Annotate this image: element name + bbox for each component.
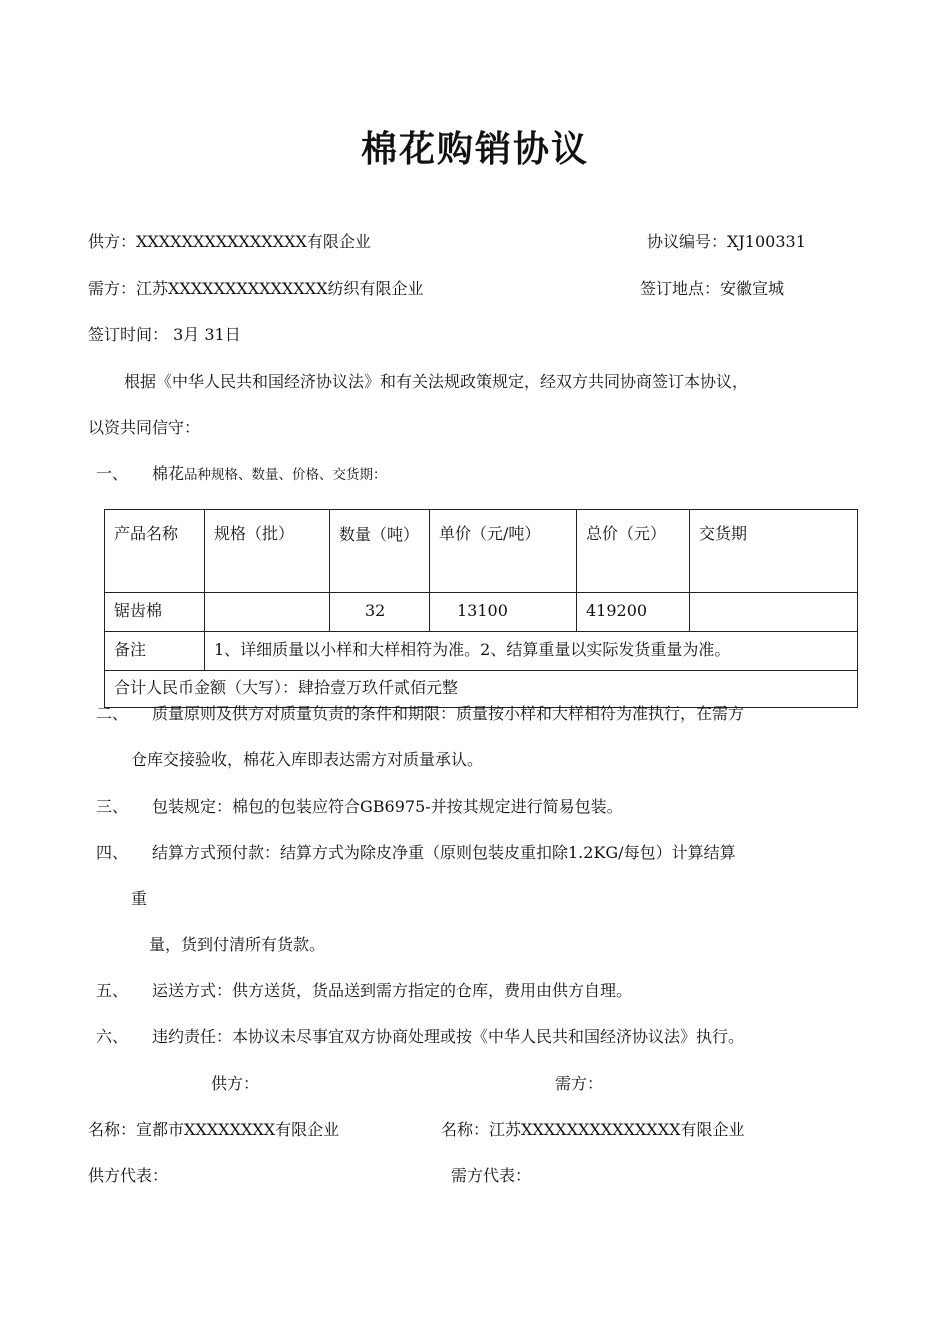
cell-delivery [690,593,858,632]
signature-buyer-representative: 需方代表： [451,1166,532,1185]
remark-label: 备注 [105,632,205,671]
header-unit-price: 单价（元/吨） [430,510,577,593]
page-title: 棉花购销协议 [360,129,589,170]
section-6-number: 六、 [96,1027,129,1046]
signature-supplier-representative: 供方代表： [88,1166,169,1185]
agreement-number: 协议编号：XJ100331 [647,232,806,251]
section-2-text: 质量原则及供方对质量负责的条件和期限：质量按小样和大样相符为准执行，在需方 [152,704,745,723]
section-1-number: 一、 [96,464,129,483]
goods-table [104,509,858,708]
buyer-line: 需方：江苏XXXXXXXXXXXXXX纺织有限企业 [88,279,424,298]
cell-total-price: 419200 [577,593,690,632]
signature-buyer-label: 需方： [555,1074,604,1093]
section-6 [96,1026,744,1048]
sign-place: 签订地点：安徽宣城 [640,279,785,298]
section-4-line-3: 量，货到付清所有货款。 [149,935,326,954]
intro-line-2: 以资共同信守： [88,418,201,437]
header-delivery: 交货期 [690,510,858,593]
section-4-line-1 [96,842,736,864]
section-1-text: 品种规格、数量、价格、交货期： [184,467,387,483]
section-4-line-2: 重 [131,889,148,908]
section-2-line-2: 仓库交接验收，棉花入库即表达需方对质量承认。 [131,750,484,769]
supplier-line: 供方：XXXXXXXXXXXXXXX有限企业 [88,232,371,251]
section-3-number: 三、 [96,797,129,816]
table-header-row [105,510,858,593]
header-quantity: 数量（吨） [330,510,430,593]
section-4-number: 四、 [96,843,129,862]
header-product-name: 产品名称 [105,510,205,593]
section-3-text: 包装规定：棉包的包装应符合GB6975-并按其规定进行简易包装。 [152,797,623,816]
section-1-lead: 棉花 [152,464,185,483]
total-amount-words: 合计人民币金额（大写）：肆拾壹万玖仟贰佰元整 [105,671,858,708]
section-1-heading [96,463,387,486]
section-5-text: 运送方式：供方送货，货品送到需方指定的仓库，费用由供方自理。 [152,981,633,1000]
total-amount-row [105,671,858,708]
section-2-number: 二、 [96,704,129,723]
cell-product-name: 锯齿棉 [105,593,205,632]
cell-spec [205,593,330,632]
cell-unit-price: 13100 [430,593,577,632]
section-3 [96,796,623,818]
signature-supplier-label: 供方： [211,1074,260,1093]
sign-time: 签订时间： 3月 31日 [88,325,241,344]
header-spec: 规格（批） [205,510,330,593]
section-4-text: 结算方式预付款：结算方式为除皮净重（原则包装皮重扣除1.2KG/每包）计算结算 [152,843,736,862]
intro-line-1: 根据《中华人民共和国经济协议法》和有关法规政策规定，经双方共同协商签订本协议， [124,372,749,391]
table-row [105,593,858,632]
section-5 [96,980,632,1002]
section-6-text: 违约责任：本协议未尽事宜双方协商处理或按《中华人民共和国经济协议法》执行。 [152,1027,745,1046]
signature-buyer-name: 名称：江苏XXXXXXXXXXXXXX有限企业 [441,1120,745,1139]
signature-supplier-name: 名称：宣都市XXXXXXXX有限企业 [88,1120,340,1139]
section-2-line-1 [96,703,744,725]
remark-row [105,632,858,671]
header-total-price: 总价（元） [577,510,690,593]
cell-quantity: 32 [330,593,430,632]
section-5-number: 五、 [96,981,129,1000]
remark-text: 1、详细质量以小样和大样相符为准。2、结算重量以实际发货重量为准。 [205,632,858,671]
